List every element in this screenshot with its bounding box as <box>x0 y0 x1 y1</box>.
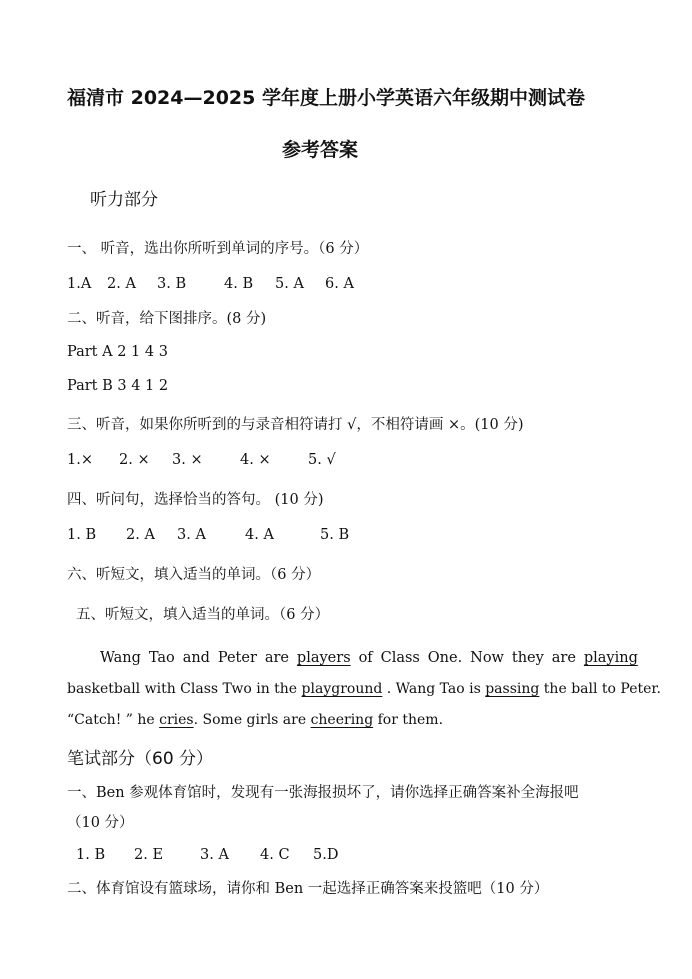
page-title: 福清市 2024—2025 学年度上册小学英语六年级期中测试卷 <box>67 87 585 109</box>
answer-blank: players <box>296 650 351 666</box>
word: One. <box>427 650 463 666</box>
passage-text: . Wang Tao is <box>382 681 486 697</box>
word: they <box>511 650 544 666</box>
answer: 2. A <box>126 527 155 543</box>
answer: 3. B <box>157 276 187 292</box>
q3-heading: 三、听音，如果你所听到的与录音相符请打 √，不相符请画 ×。(10 分) <box>67 417 524 433</box>
answer: 4. A <box>245 527 274 543</box>
answer: 5. B <box>320 527 350 543</box>
listening-heading: 听力部分 <box>90 190 158 210</box>
passage-text: basketball with Class Two in the <box>67 681 302 697</box>
answer: 6. A <box>325 276 354 292</box>
answer-blank: playing <box>583 650 638 666</box>
answer-blank: cries <box>159 712 194 728</box>
passage-text: the ball to Peter. <box>539 681 661 697</box>
answer: 1.× <box>67 452 93 468</box>
w2-heading: 二、体育馆设有篮球场，请你和 Ben 一起选择正确答案来投篮吧（10 分） <box>67 881 549 897</box>
answer: 4. × <box>240 452 271 468</box>
word: are <box>551 650 576 666</box>
word: are <box>264 650 289 666</box>
passage-text: “Catch! ” he <box>67 712 160 728</box>
passage-line-3 <box>67 711 443 729</box>
passage-line-2 <box>67 680 661 698</box>
answer: 1. B <box>76 847 106 863</box>
word: of <box>358 650 373 666</box>
q2-part-a: Part A 2 1 4 3 <box>67 344 168 360</box>
word: and <box>182 650 210 666</box>
passage-line-1 <box>100 649 638 667</box>
writing-heading: 笔试部分（60 分） <box>67 749 214 769</box>
answer: 5. √ <box>308 452 336 468</box>
answer-blank: playground <box>301 681 383 697</box>
answer: 2. E <box>134 847 164 863</box>
answer: 3. A <box>200 847 229 863</box>
answer: 1. B <box>67 527 97 543</box>
q6-heading: 六、听短文，填入适当的单词。（6 分） <box>67 567 321 583</box>
answer-blank: cheering <box>310 712 374 728</box>
answer: 2. A <box>107 276 136 292</box>
q4-heading: 四、听问句，选择恰当的答句。 (10 分) <box>67 492 324 508</box>
page-subtitle: 参考答案 <box>282 139 359 161</box>
answer: 5. A <box>275 276 304 292</box>
word: Peter <box>217 650 257 666</box>
answer: 3. × <box>172 452 203 468</box>
answer-blank: passing <box>485 681 540 697</box>
answer: 1.A <box>67 276 92 292</box>
answer: 5.D <box>313 847 339 863</box>
passage-text: . Some girls are <box>193 712 311 728</box>
word: Wang <box>100 650 141 666</box>
w1-heading-cont: （10 分） <box>67 815 134 831</box>
word: Now <box>470 650 504 666</box>
word: Class <box>380 650 420 666</box>
answer: 4. C <box>260 847 290 863</box>
q1-heading: 一、 听音，选出你所听到单词的序号。（6 分） <box>67 241 369 257</box>
q5-heading: 五、听短文，填入适当的单词。（6 分） <box>76 607 330 623</box>
q2-part-b: Part B 3 4 1 2 <box>67 378 169 394</box>
answer: 2. × <box>119 452 150 468</box>
passage-text: for them. <box>373 712 444 728</box>
q2-heading: 二、听音，给下图排序。(8 分) <box>67 311 267 327</box>
answer: 3. A <box>177 527 206 543</box>
answer: 4. B <box>224 276 254 292</box>
word: Tao <box>148 650 175 666</box>
w1-heading: 一、Ben 参观体育馆时，发现有一张海报损坏了，请你选择正确答案补全海报吧 <box>67 785 579 801</box>
